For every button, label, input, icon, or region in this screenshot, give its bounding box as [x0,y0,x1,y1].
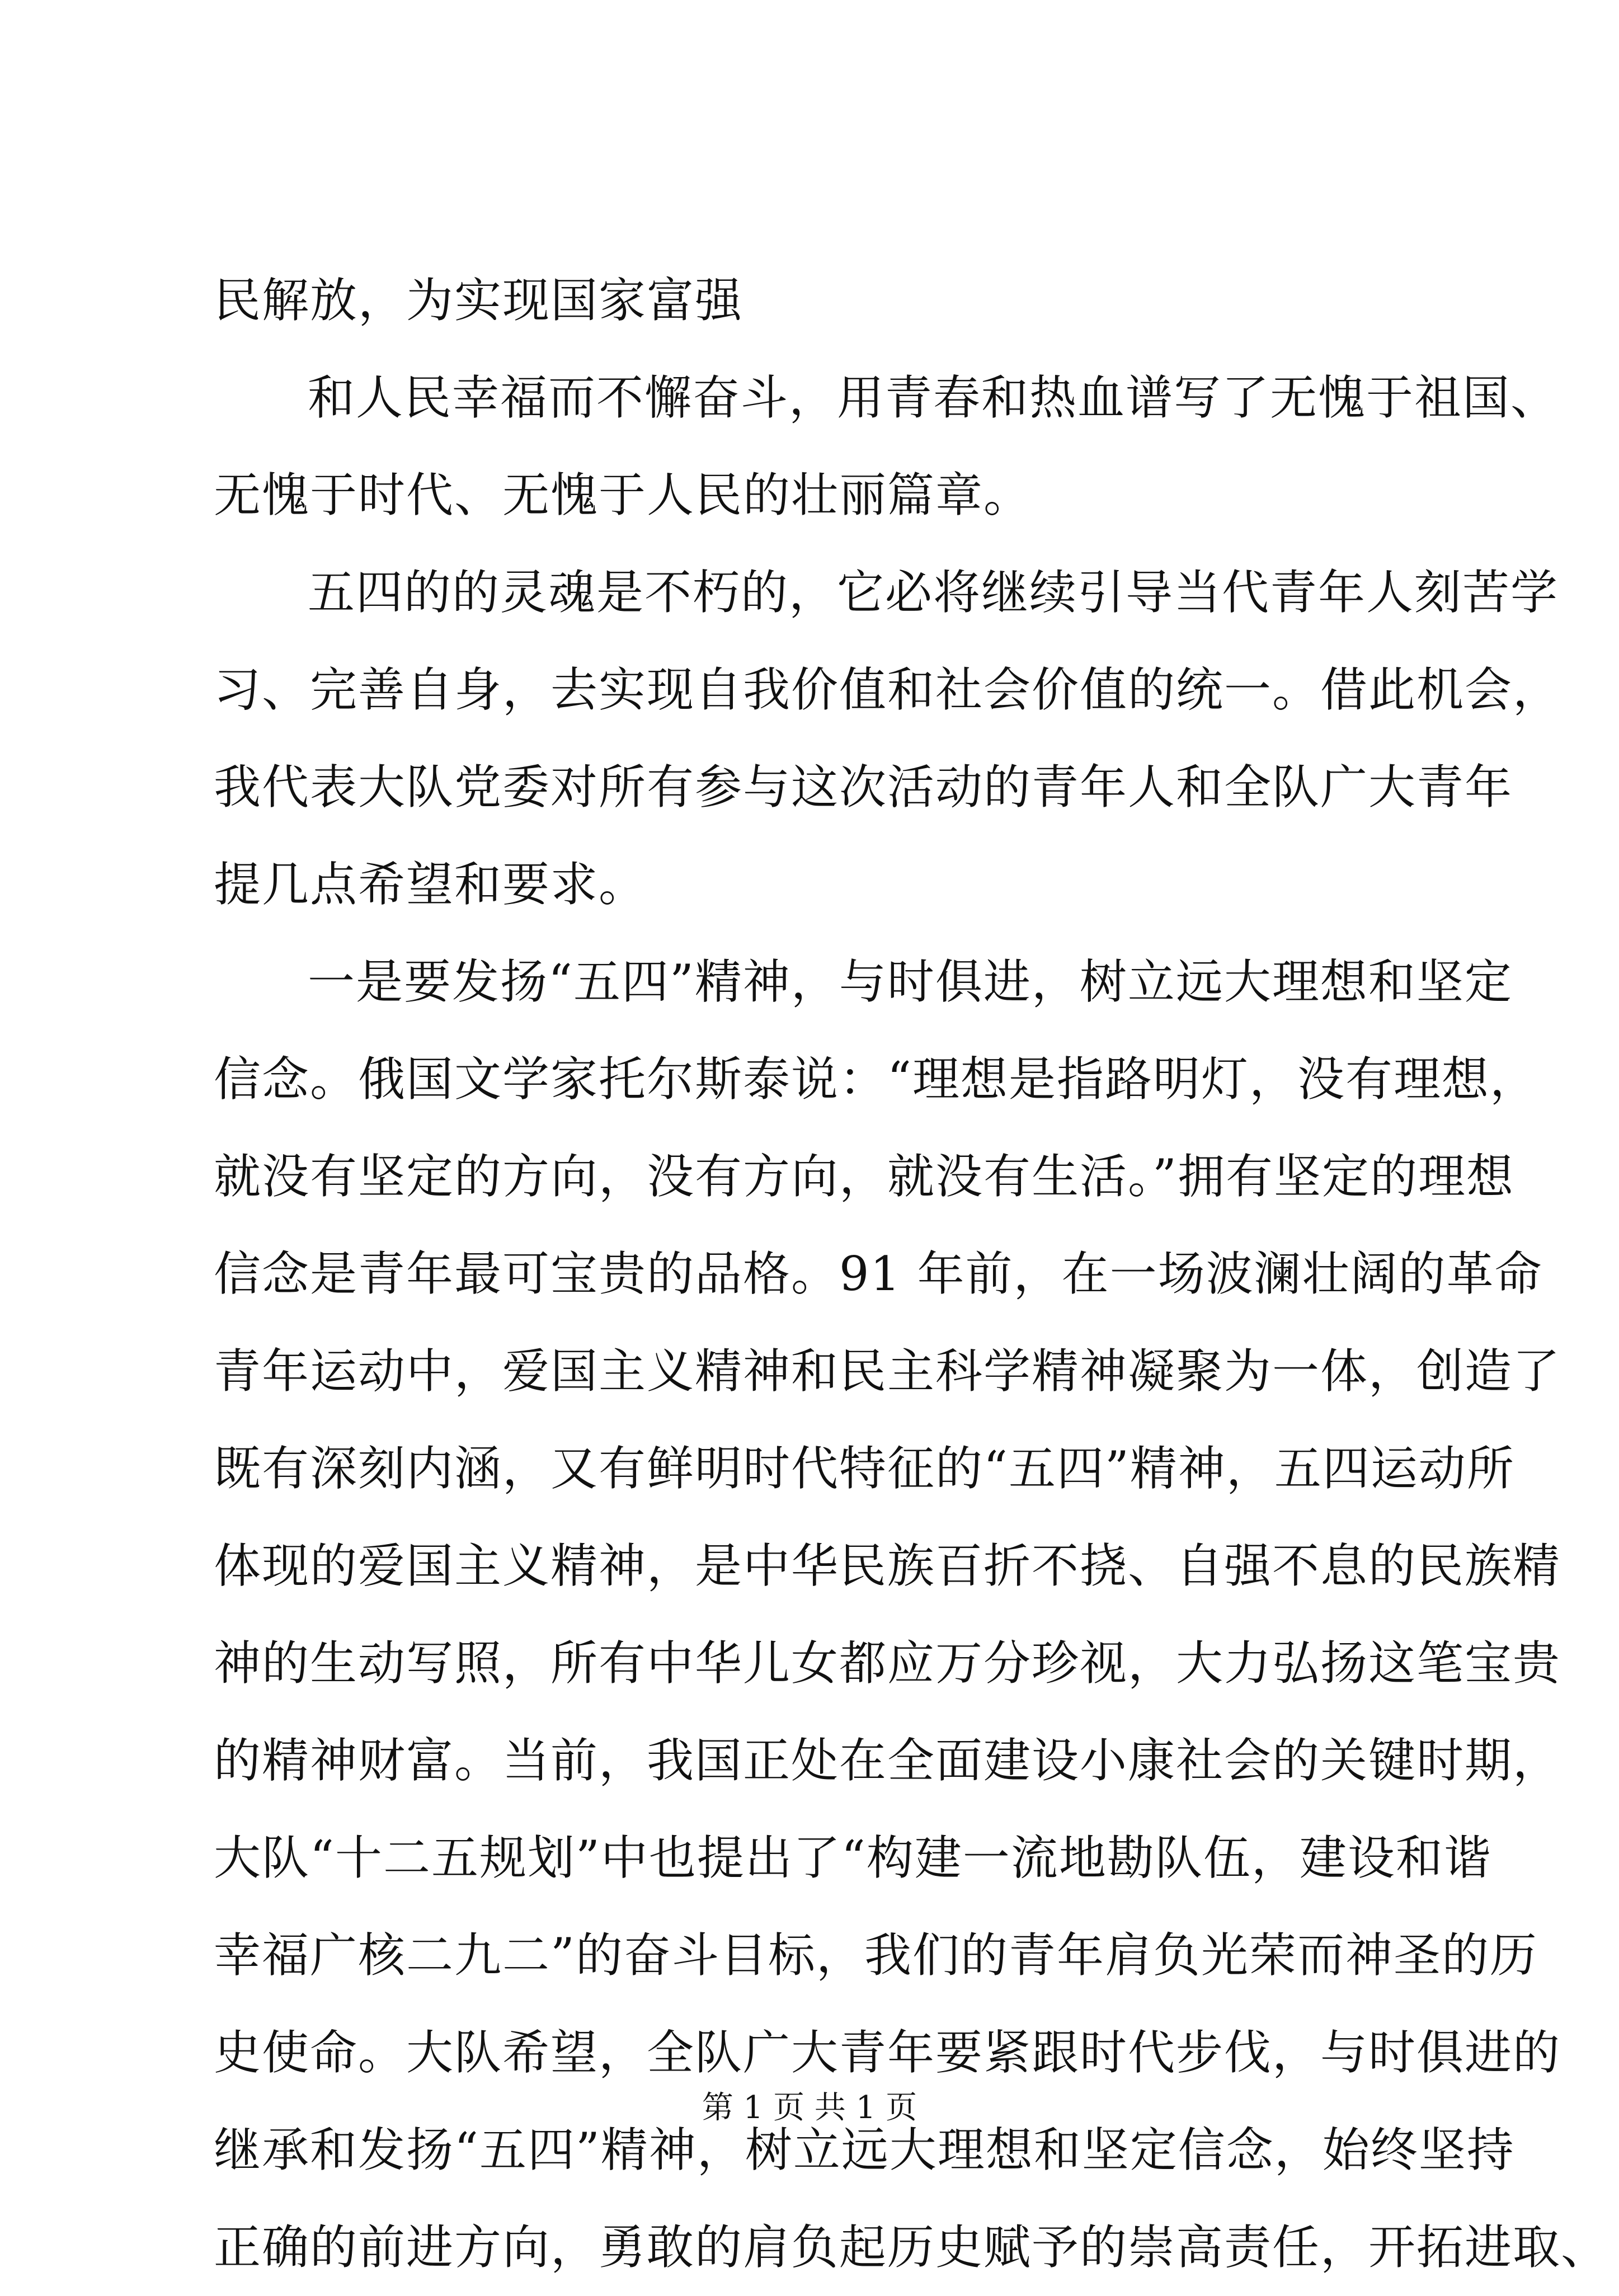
text-line: 五四的的灵魂是不朽的，它必将继续引导当代青年人刻苦学 [308,565,1559,620]
text-line: 信念。俄国文学家托尔斯泰说：“理想是指路明灯，没有理想， [214,1052,1538,1107]
page-number-label: 第 1 页 共 1 页 [702,2090,917,2126]
text-line: 体现的爱国主义精神，是中华民族百折不挠、自强不息的民族精 [214,1538,1561,1593]
text-line: 史使命。大队希望，全队广大青年要紧跟时代步伐，与时俱进的 [214,2025,1561,2080]
text-line: 和人民幸福而不懈奋斗，用青春和热血谱写了无愧于祖国、 [308,370,1559,425]
text-line: 民解放，为实现国家富强 [214,273,743,328]
text-line: 继承和发扬“五四”精神，树立远大理想和坚定信念，始终坚持 [214,2123,1515,2177]
body-text [214,252,1609,2296]
text-line: 正确的前进方向，勇敢的肩负起历史赋予的崇高责任，开拓进取、 [214,2220,1609,2275]
text-line: 幸福广核二九二”的奋斗目标，我们的青年肩负光荣而神圣的历 [214,1928,1538,1983]
text-line: 习、完善自身，去实现自我价值和社会价值的统一。借此机会， [214,662,1561,717]
text-line: 信念是青年最可宝贵的品格。91 年前，在一场波澜壮阔的革命 [214,1246,1543,1301]
text-line: 的精神财富。当前，我国正处在全面建设小康社会的关键时期， [214,1733,1561,1788]
text-line: 大队“十二五规划”中也提出了“构建一流地勘队伍，建设和谐 [214,1831,1492,1885]
text-line: 青年运动中，爱国主义精神和民主科学精神凝聚为一体，创造了 [214,1344,1561,1399]
text-line: 一是要发扬“五四”精神，与时俱进，树立远大理想和坚定 [308,954,1513,1009]
text-line: 提几点希望和要求。 [214,857,647,912]
text-line: 神的生动写照，所有中华儿女都应万分珍视，大力弘扬这笔宝贵 [214,1636,1561,1691]
text-line: 就没有坚定的方向，没有方向，就没有生活。”拥有坚定的理想 [214,1149,1514,1204]
text-line: 我代表大队党委对所有参与这次活动的青年人和全队广大青年 [214,760,1513,815]
text-line: 既有深刻内涵，又有鲜明时代特征的“五四”精神，五四运动所 [214,1441,1515,1496]
text-line: 无愧于时代、无愧于人民的壮丽篇章。 [214,468,1032,523]
page-footer [0,2086,1619,2130]
